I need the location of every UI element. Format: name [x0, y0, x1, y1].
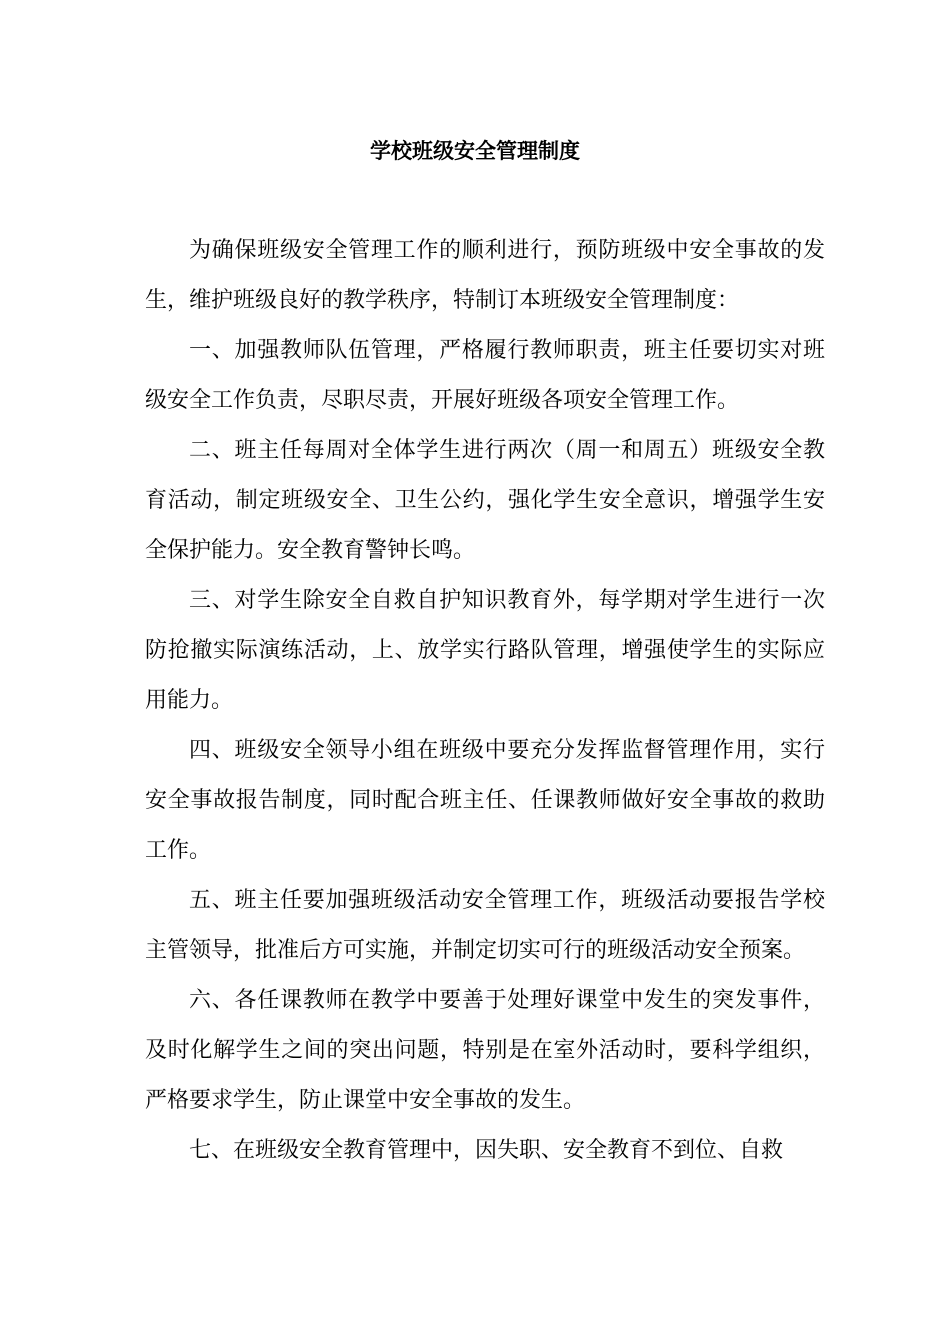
document-title: 学校班级安全管理制度	[370, 139, 580, 163]
paragraph-item-6: 六、各任课教师在教学中要善于处理好课堂中发生的突发事件，及时化解学生之间的突出问题，特别是在室外活动时，要科学组织，严格要求学生，防止课堂中安全事故的发生。	[145, 988, 825, 1113]
paragraph-item-2: 二、班主任每周对全体学生进行两次（周一和周五）班级安全教育活动，制定班级安全、卫生公约，强化学生安全意识，增强学生安全保护能力。安全教育警钟长鸣。	[145, 438, 825, 563]
paragraph-item-7: 七、在班级安全教育管理中，因失职、安全教育不到位、自救	[189, 1138, 784, 1163]
paragraph-item-4: 四、班级安全领导小组在班级中要充分发挥监督管理作用，实行安全事故报告制度，同时配合班主任、任课教师做好安全事故的救助工作。	[145, 738, 825, 863]
paragraph-item-1: 一、加强教师队伍管理，严格履行教师职责，班主任要切实对班级安全工作负责，尽职尽责，开展好班级各项安全管理工作。	[145, 338, 825, 413]
paragraph-intro: 为确保班级安全管理工作的顺利进行，预防班级中安全事故的发生，维护班级良好的教学秩序，特制订本班级安全管理制度：	[145, 238, 825, 313]
paragraph-item-5: 五、班主任要加强班级活动安全管理工作，班级活动要报告学校主管领导，批准后方可实施，并制定切实可行的班级活动安全预案。	[145, 888, 825, 963]
paragraph-item-3: 三、对学生除安全自救自护知识教育外，每学期对学生进行一次防抢撤实际演练活动，上、放学实行路队管理，增强使学生的实际应用能力。	[145, 588, 825, 713]
document-body	[145, 226, 825, 1176]
